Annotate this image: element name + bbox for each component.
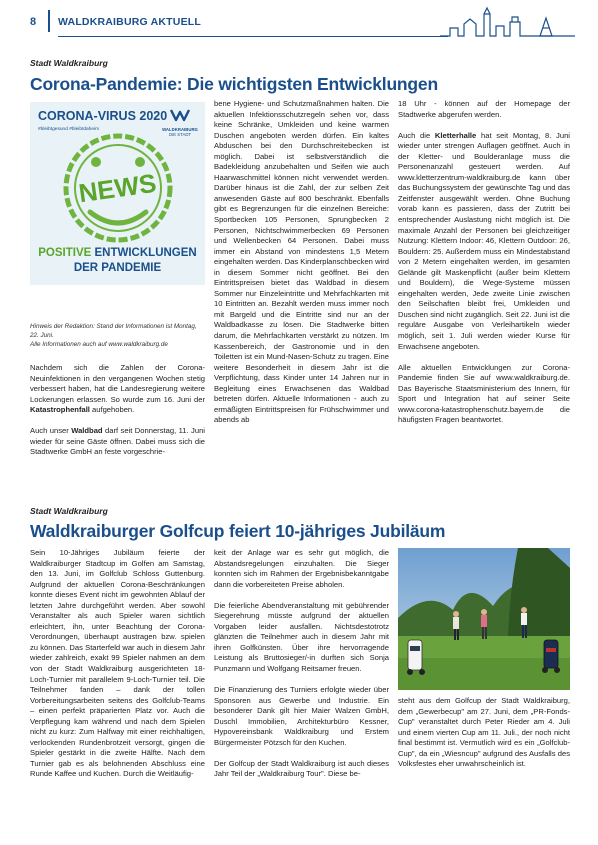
article2-column-3 (398, 696, 570, 770)
paragraph: Nachdem sich die Zahlen der Corona-Neuinfektionen in den vergangenen Wochen stetig verbessert haben, hat die Landesregierung weitere Lockerungen erlassen. So wurde zum 16. Juni der Katastrophenfall aufgehoben. (30, 363, 205, 415)
image-title: CORONA-VIRUS 2020 (38, 109, 168, 123)
editor-note: Hinweis der Redaktion: Stand der Informationen ist Montag, 22. Juni. Alle Informationen auch auf www.waldkraiburg.de (30, 323, 197, 348)
article2-headline: Waldkraiburger Golfcup feiert 10-jähriges Jubiläum (30, 521, 446, 541)
golf-scene (398, 548, 570, 690)
news-stamp-icon (62, 132, 174, 244)
image-bottom-line2: DER PANDEMIE (73, 262, 162, 274)
paragraph: Die feierliche Abendveranstaltung mit gebührender Siegerehrung müsste aufgrund der aktuellen Vorgaben leider ausfallen. Nichtsdestotrotz glänzten die Teilnehmer auch in diesem Jahr mit ihren Golfkünsten. Über ihre hervorragende Leistung als Bruttosieger/-in durften sich Sonja Punzmann und Wolfgang Reitsamer freuen. (214, 600, 389, 673)
section-title: WALDKRAIBURG AKTUELL (58, 16, 202, 28)
golf-bag (407, 640, 425, 675)
article2-column-2 (214, 548, 389, 780)
golf-photo (398, 548, 570, 690)
image-tags: #bleibtgesund #bleibtdaheim (38, 127, 100, 132)
article2-column-1 (30, 548, 205, 780)
paragraph: Die Finanzierung des Turniers erfolgte wieder über Sponsoren aus Gewerbe und Industrie. Ein besonderer Dank gilt hier Maier Walzen GmbH, Duschl Immobilien, Architekturbüro Kessner, Hypovereinsbank Waldkraiburg und Erstem Bürgermeister Pötzsch für den Kuchen. (214, 685, 389, 747)
article1-column-3 (398, 99, 570, 426)
header-rule (58, 36, 448, 37)
paragraph: 18 Uhr - können auf der Homepage der Stadtwerke abgerufen werden. (398, 99, 570, 119)
paragraph: Alle aktuellen Entwicklungen zur Corona-Pandemie finden Sie auf www.waldkraiburg.de. Das Bayerische Staatsministerium des Innern, für Sport und Integration hat auf seiner Seite www.corona-katastrophenschutz.bayern.de die häufigsten Fragen beantwortet. (398, 362, 570, 425)
article1-headline: Corona-Pandemie: Die wichtigsten Entwicklungen (30, 74, 438, 94)
article1-column-2 (214, 99, 389, 426)
page-number: 8 (30, 16, 37, 28)
paragraph: Der Golfcup der Stadt Waldkraiburg ist auch dieses Jahr Teil der „Waldkraiburg Tour". Diese be- (214, 758, 389, 779)
stamp-word: NEWS (76, 167, 159, 209)
paragraph: Auch unser Waldbad darf seit Donnerstag, 11. Juni wieder für seine Gäste öffnen. Dabei muss sich die Stadtwerke GmbH an feste vorgeschrie- (30, 426, 205, 457)
golf-bag (542, 640, 560, 673)
paragraph: keit der Anlage war es sehr gut möglich, die Abstandsregelungen einzuhalten. Die Sieger konnten sich im Rahmen der Ergebnisbekanntgabe dann die vorbereiteten Preise abholen. (214, 548, 389, 589)
skyline-icon (440, 4, 575, 40)
image-bottom-line1: POSITIVE ENTWICKLUNGEN (38, 247, 197, 259)
article1-column-1 (30, 363, 205, 458)
corona-news-image (30, 102, 205, 285)
paragraph: bene Hygiene- und Schutzmaßnahmen halten. Die aktuellen Infektionsschutzregeln sehen vor, dass keine Schränke, Umkleiden und keine warmen Duschen angeboten werden dürfen. Ein kaltes Abduschen bei den Durchschreitebecken ist möglich. Dabei ist selbstverständlich die Badekleidung anzubehalten und Seifen wie auch Haarwaschmittel können nicht verwendet werden. Darüber hinaus ist die Zahl, der zur selben Zeit anwesenden Gäste auf 800 beschränkt. Ebenfalls gibt es Begrenzungen für die einzelnen Bereiche: Sportbecken 105 Personen, Sprungbecken 2 Personen, Nichtschwimmerbecken 69 Personen und Wellenbecken 64 Personen. Dabei muss immer ein Abstand von mindestens 1,5 Metern eingehalten werden. Das Kinderplanschbecken wird in diesem Sommer nicht geöffnet. Bei den Eintrittspreisen bietet das Waldbad in diesem Sommer nur Einzeleintritte und Mehrfachkarten mit 10 Eintritten an. Bezahlt werden muss immer noch mit Bargeld und die Eintritte sind nur an der Waldbadkasse zu lösen. Die Stadtwerke bitten darum, die Mehrfachkarten verstärkt zu nützen. Im Kassenbereich, der Gastronomie und in den Toiletten ist ein Mund-Nasen-Schutz zu tragen. Eine weitere Besonderheit in diesem Jahr ist die Verpflichtung, dass Kinder unter 14 Jahren nur in Begleitung eines Erwachsenen das Waldbad betreten dürfen. Aktuelle Informationen - auch zu ermäßigten Eintrittspreisen für Frühschwimmer und abends ab (214, 99, 389, 425)
paragraph: steht aus dem Golfcup der Stadt Waldkraiburg, dem „Gewerbecup" am 27. Juni, dem „PR-Fonds-Cup" veranstaltet durch Peter Rieder am 4. Juli und einem vierten Cup am 11. Juli., der noch nicht final bestimmt ist. Vermutlich wird es ein „Golfclub-Cup", da ein „Wiesncup" aufgrund des Ausfalls des Volksfestes eher unwahrscheinlich ist. (398, 696, 570, 769)
header-divider (48, 10, 50, 32)
paragraph: Sein 10-Jähriges Jubiläum feierte der Waldkraiburger Stadtcup im Golfen am Samstag, den 13. Juni, im Golfclub Schloss Guttenburg. Aufgrund der aktuellen Corona-Beschränkungen konnte dieses Event nicht im gewohnten Ablauf der letzten Jahre durchgeführt werden. Aber sowohl Veranstalter als auch Spieler waren sichtlich erleichtert, ihn, unter Beachtung der Corona-Verordnungen, überhaupt austragen bzw. spielen zu können. Das Starterfeld war auch in diesem Jahr wieder zahlreich, exakt 99 Spieler nahmen an dem von der Stadt Waldkraiburg ausgerichteten 18-Loch-Turnier mit parallelem 9-Loch-Turnier teil. Die Teilnehmer fanden – dank der tollen Vorbereitungsarbeiten seitens des Golfclub-Teams – einen perfekt präparierten Platz vor. Auch die Verpflegung kam während und nach dem Spielen nicht zu kurz: Zum Halfway mit einer reichhaltigen, verlockenden Rundenbrotzeit versorgt, gingen die Spieler gestärkt in die zweite Hälfte. Nach dem Turnier gab es als belohnenden Abschluss eine Runde Kaffee und Kuchen. Durch die Weitläufig- (30, 548, 205, 779)
article2-kicker: Stadt Waldkraiburg (30, 506, 108, 516)
article1-kicker: Stadt Waldkraiburg (30, 58, 108, 68)
paragraph: Auch die Kletterhalle hat seit Montag, 8. Juni wieder unter strengen Auflagen geöffnet. Auch in der Kletter- und Boulderanlage muss die Personenanzahl gesteuert werden. Auf www.kletterzentrum-waldkraiburg.de kann über das Buchungssystem der gewünschte Tag und das Zeitfenster ausgewählt werden. Ohne Buchung vorab kann es passieren, dass der Zutritt bei entsprechender Auslastung nicht möglich ist. Die maximale Anzahl der Personen bei gleichzeitiger Nutzung: Klettern Indoor: 46, Klettern Outdoor: 26, Bouldern: 25. Außerdem muss ein Mindestabstand von 2 Metern eingehalten werden, im gesamten Gelände gilt Maskenpflicht (außer beim Klettern und Bouldern), die Wege-Systeme müssen eingehalten werden, Jede zweite Linie zwischen den Seilschaften bleibt frei, Umkleiden und Duschen sind nicht zugänglich. Seit 22. Juni ist die reguläre Ausgabe von Verleihartikeln wieder möglich, seit 1. Juli werden wieder Kurse für Erwachsene angeboten. (398, 130, 570, 351)
waldkraiburg-logo-icon: WALDKRAIBURG DIE STADT (158, 108, 202, 137)
page-header (0, 0, 598, 44)
